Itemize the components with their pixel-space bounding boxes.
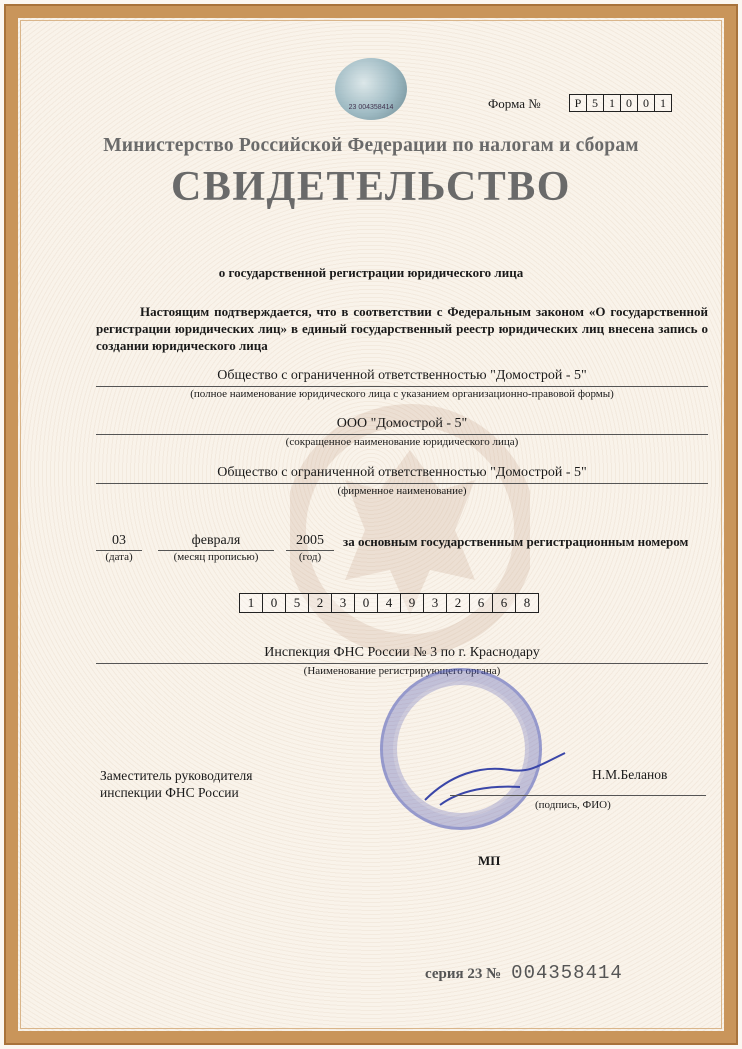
form-code-cell: 1 bbox=[603, 94, 621, 112]
form-code-cell: 1 bbox=[654, 94, 672, 112]
reg-number-cell: 4 bbox=[377, 593, 401, 613]
intro-paragraph bbox=[96, 303, 708, 354]
signature-caption: (подпись, ФИО) bbox=[535, 799, 611, 811]
reg-number-cell: 2 bbox=[308, 593, 332, 613]
series-label: серия 23 № bbox=[425, 966, 502, 982]
reg-number-cell: 3 bbox=[331, 593, 355, 613]
hologram-number: 23 004358414 bbox=[348, 104, 394, 111]
date-year-value: 2005 bbox=[286, 533, 334, 551]
authority-caption: (Наименование регистрирующего органа) bbox=[303, 665, 501, 677]
date-day bbox=[96, 533, 142, 563]
date-year bbox=[286, 533, 334, 563]
reg-number-cell: 2 bbox=[446, 593, 470, 613]
signatory-line2: инспекции ФНС России bbox=[100, 785, 239, 800]
short-name-field bbox=[96, 416, 708, 448]
authority-value: Инспекция ФНС России № 3 по г. Краснодару bbox=[96, 645, 708, 664]
reg-number-cell: 1 bbox=[239, 593, 263, 613]
registration-number bbox=[240, 593, 539, 613]
authority-field bbox=[96, 645, 708, 677]
seal-place-label: МП bbox=[478, 853, 501, 868]
reg-number-cell: 5 bbox=[285, 593, 309, 613]
signatory-name: Н.М.Беланов bbox=[592, 767, 668, 782]
signature-line bbox=[450, 795, 706, 796]
form-label: Форма № bbox=[488, 96, 541, 111]
document-subtitle: о государственной регистрации юридического лица bbox=[218, 265, 524, 280]
reg-number-cell: 9 bbox=[400, 593, 424, 613]
brand-name-value: Общество с ограниченной ответственностью "Домострой - 5" bbox=[96, 465, 708, 484]
date-day-value: 03 bbox=[96, 533, 142, 551]
short-name-caption: (сокращенное наименование юридического лица) bbox=[285, 436, 519, 448]
reg-number-cell: 6 bbox=[492, 593, 516, 613]
brand-name-caption: (фирменное наименование) bbox=[337, 485, 467, 497]
date-month bbox=[158, 533, 274, 563]
brand-name-field bbox=[96, 465, 708, 497]
date-month-value: февраля bbox=[158, 533, 274, 551]
form-code-cell: Р bbox=[569, 94, 587, 112]
date-month-caption: (месяц прописью) bbox=[173, 551, 259, 563]
date-day-caption: (дата) bbox=[105, 551, 133, 563]
ministry-name: Министерство Российской Федерации по налогам и сборам bbox=[103, 135, 639, 156]
form-code-cell: 5 bbox=[586, 94, 604, 112]
intro-text: Настоящим подтверждается, что в соответствии с Федеральным законом «О государственной регистрации юридических лиц» в единый государственный реестр юридических лиц внесена запись о создании юридического лица bbox=[96, 304, 708, 353]
form-code bbox=[570, 94, 672, 112]
form-code-cell: 0 bbox=[620, 94, 638, 112]
registration-label: за основным государственным регистрационным номером bbox=[343, 534, 689, 549]
signatory-title bbox=[100, 767, 252, 801]
series-number bbox=[425, 962, 623, 984]
hologram-seal bbox=[335, 58, 407, 120]
document-title: СВИДЕТЕЛЬСТВО bbox=[171, 164, 571, 210]
short-name-value: ООО "Домострой - 5" bbox=[96, 416, 708, 435]
reg-number-cell: 0 bbox=[354, 593, 378, 613]
reg-number-cell: 8 bbox=[515, 593, 539, 613]
reg-number-cell: 3 bbox=[423, 593, 447, 613]
full-name-value: Общество с ограниченной ответственностью "Домострой - 5" bbox=[96, 368, 708, 387]
full-name-field bbox=[96, 368, 708, 400]
date-year-caption: (год) bbox=[298, 551, 322, 563]
reg-number-cell: 0 bbox=[262, 593, 286, 613]
signatory-line1: Заместитель руководителя bbox=[100, 768, 253, 783]
form-code-cell: 0 bbox=[637, 94, 655, 112]
full-name-caption: (полное наименование юридического лица с указанием организационно-правовой формы) bbox=[190, 388, 614, 400]
series-value: 004358414 bbox=[511, 962, 623, 984]
reg-number-cell: 6 bbox=[469, 593, 493, 613]
